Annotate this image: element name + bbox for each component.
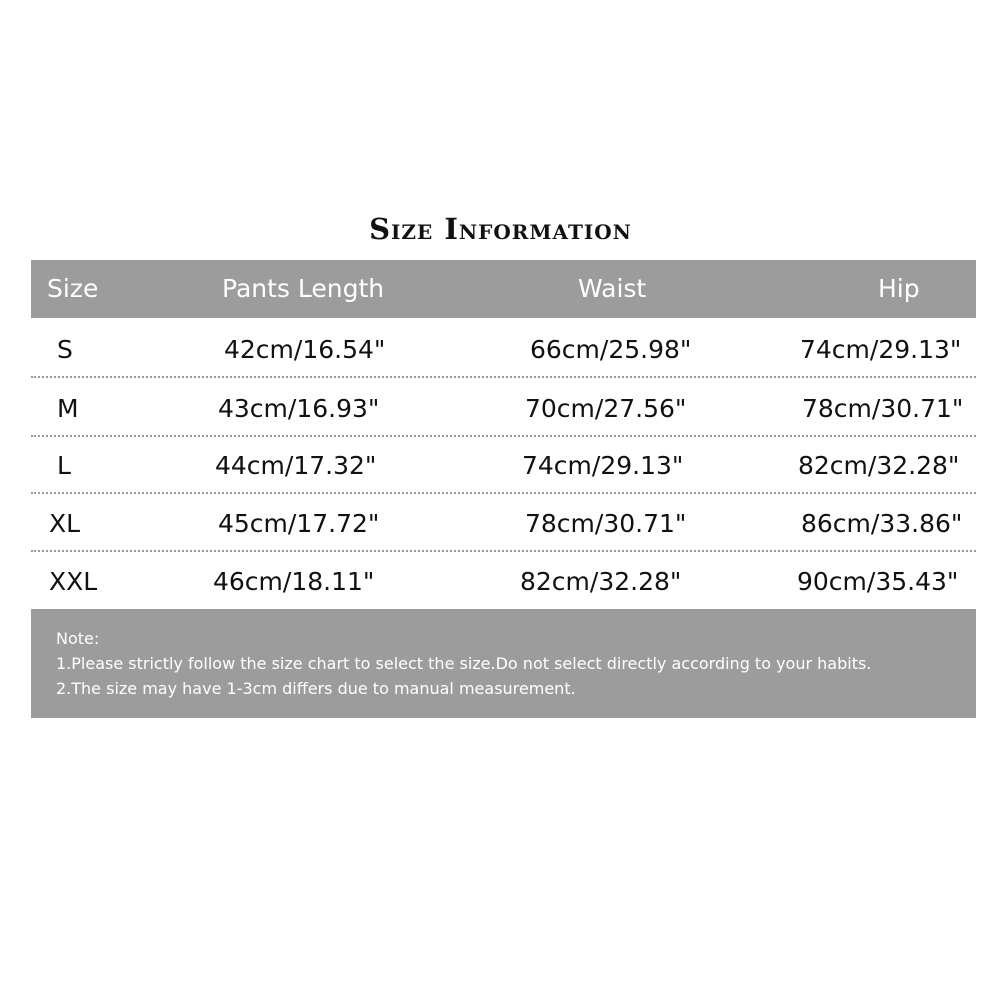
pants-length-cell: 44cm/17.32" [215, 451, 377, 480]
column-header-size: Size [47, 274, 99, 303]
hip-cell: 86cm/33.86" [801, 509, 963, 538]
table-row [31, 553, 976, 610]
size-cell: XL [49, 509, 81, 538]
size-cell: L [57, 451, 71, 480]
table-row [31, 495, 976, 552]
hip-cell: 78cm/30.71" [802, 394, 964, 423]
pants-length-cell: 46cm/18.11" [213, 567, 375, 596]
pants-length-cell: 45cm/17.72" [218, 509, 380, 538]
table-row [31, 321, 976, 378]
note-line-1: 1.Please strictly follow the size chart to select the size.Do not select directly according to your habits. [56, 654, 872, 673]
note-line-2: 2.The size may have 1-3cm differs due to manual measurement. [56, 679, 576, 698]
table-row [31, 380, 976, 437]
size-cell: S [57, 335, 73, 364]
size-cell: M [57, 394, 79, 423]
table-row [31, 437, 976, 494]
note-heading: Note: [56, 629, 100, 648]
table-header [31, 260, 976, 318]
hip-cell: 90cm/35.43" [797, 567, 959, 596]
hip-cell: 82cm/32.28" [798, 451, 960, 480]
pants-length-cell: 42cm/16.54" [224, 335, 386, 364]
hip-cell: 74cm/29.13" [800, 335, 962, 364]
waist-cell: 74cm/29.13" [522, 451, 684, 480]
column-header-waist: Waist [578, 274, 647, 303]
note-box [31, 609, 976, 718]
page-title: Size Information [369, 212, 632, 246]
waist-cell: 82cm/32.28" [520, 567, 682, 596]
column-header-pants-length: Pants Length [222, 274, 385, 303]
waist-cell: 70cm/27.56" [525, 394, 687, 423]
size-cell: XXL [49, 567, 98, 596]
pants-length-cell: 43cm/16.93" [218, 394, 380, 423]
waist-cell: 78cm/30.71" [525, 509, 687, 538]
column-header-hip: Hip [878, 274, 920, 303]
waist-cell: 66cm/25.98" [530, 335, 692, 364]
